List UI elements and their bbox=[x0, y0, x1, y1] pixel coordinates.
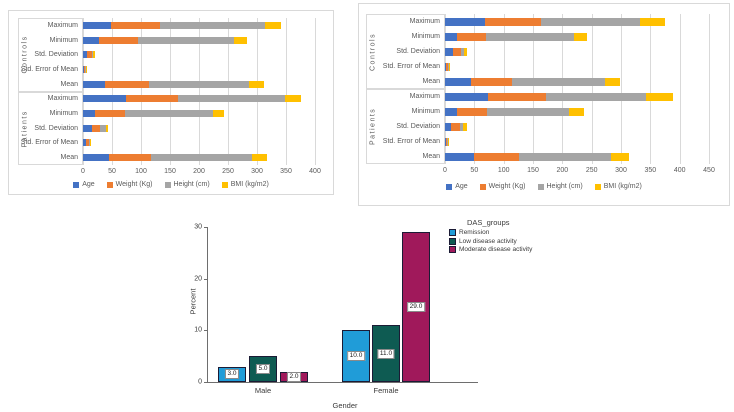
x-category-label-female: Female bbox=[373, 386, 399, 395]
descriptives-chart-left bbox=[8, 10, 334, 195]
bar-segment-height-cm bbox=[512, 78, 604, 86]
bar-segment-weight-kg bbox=[99, 37, 137, 44]
stacked-bar bbox=[445, 153, 629, 161]
category-label: Minimum bbox=[411, 108, 440, 115]
bar-segment-age bbox=[83, 95, 126, 102]
bar-segment-weight-kg bbox=[451, 123, 459, 131]
bar-segment-bmi-kg-m2 bbox=[611, 153, 629, 161]
bar-segment-bmi-kg-m2 bbox=[463, 123, 467, 131]
x-axis-line bbox=[207, 382, 478, 383]
legend-label: Height (cm) bbox=[173, 181, 210, 188]
bar-segment-height-cm bbox=[178, 95, 285, 102]
stacked-bar bbox=[83, 125, 108, 132]
stacked-bar bbox=[445, 108, 584, 116]
bar-segment-bmi-kg-m2 bbox=[252, 154, 267, 161]
legend-item-remission bbox=[449, 229, 489, 236]
stacked-bar bbox=[445, 123, 467, 131]
bar-segment-bmi-kg-m2 bbox=[605, 78, 621, 86]
legend-swatch-moderate-disease-activity bbox=[449, 246, 456, 253]
stacked-bar bbox=[83, 95, 301, 102]
stacked-bar bbox=[83, 51, 95, 58]
bar-segment-weight-kg bbox=[457, 33, 486, 41]
y-tick-label: 20 bbox=[194, 275, 202, 283]
y-tick-mark bbox=[204, 330, 207, 331]
bar-value-label: 5.0 bbox=[256, 364, 270, 374]
category-label: Std. Deviation bbox=[34, 51, 78, 59]
stacked-bar bbox=[83, 66, 86, 73]
x-tick-label: 250 bbox=[585, 167, 598, 174]
bar-segment-age bbox=[445, 78, 471, 86]
legend-item-height-cm bbox=[165, 181, 210, 188]
bar-segment-height-cm bbox=[546, 93, 646, 101]
legend-label: Height (cm) bbox=[546, 183, 583, 190]
descriptives-chart-right bbox=[358, 3, 730, 206]
bar-segment-bmi-kg-m2 bbox=[265, 22, 281, 29]
bar-value-label: 29.0 bbox=[407, 302, 425, 312]
x-tick-label: 200 bbox=[556, 167, 569, 174]
bar-segment-age bbox=[445, 33, 457, 41]
gridline bbox=[650, 14, 651, 164]
bar-segment-height-cm bbox=[541, 18, 641, 26]
legend-swatch-bmi-kg-m2 bbox=[222, 182, 228, 188]
bar-segment-height-cm bbox=[138, 37, 235, 44]
bar-segment-bmi-kg-m2 bbox=[234, 37, 247, 44]
legend-label: Moderate disease activity bbox=[459, 246, 533, 253]
bar-segment-bmi-kg-m2 bbox=[449, 63, 450, 71]
bar-segment-weight-kg bbox=[109, 154, 151, 161]
stacked-bar bbox=[83, 81, 264, 88]
bar-segment-bmi-kg-m2 bbox=[93, 51, 94, 58]
bar-segment-age bbox=[83, 125, 92, 132]
bar-value-label: 10.0 bbox=[347, 351, 365, 361]
category-label: Mean bbox=[60, 154, 78, 162]
x-tick-label: 50 bbox=[108, 168, 116, 175]
bar-segment-height-cm bbox=[151, 154, 252, 161]
group-label-patients: Patients bbox=[369, 107, 377, 146]
y-tick-label: 0 bbox=[198, 378, 202, 386]
category-label: Minimum bbox=[411, 33, 440, 40]
bar-segment-bmi-kg-m2 bbox=[285, 95, 301, 102]
bar-segment-age bbox=[445, 18, 485, 26]
category-label: Std. Error of Mean bbox=[20, 139, 78, 147]
x-tick-label: 100 bbox=[135, 168, 147, 175]
group-label-controls: Controls bbox=[21, 35, 29, 74]
bar-segment-weight-kg bbox=[453, 48, 461, 56]
gridline bbox=[315, 18, 316, 165]
stacked-bar bbox=[445, 93, 673, 101]
bar-segment-bmi-kg-m2 bbox=[90, 139, 91, 146]
bar-segment-age bbox=[445, 93, 488, 101]
category-label: Minimum bbox=[49, 36, 78, 44]
das-groups-chart bbox=[185, 212, 560, 412]
stacked-bar bbox=[445, 138, 448, 146]
legend-item-weight-kg bbox=[107, 181, 153, 188]
legend-title: DAS_groups bbox=[467, 218, 510, 227]
legend-swatch-age bbox=[446, 184, 452, 190]
legend-label: Weight (Kg) bbox=[115, 181, 153, 188]
legend-swatch-weight-kg bbox=[480, 184, 486, 190]
legend-swatch-low-disease-activity bbox=[449, 238, 456, 245]
x-tick-label: 400 bbox=[309, 168, 321, 175]
stacked-bar bbox=[445, 18, 665, 26]
category-label: Mean bbox=[60, 80, 78, 88]
bar-segment-bmi-kg-m2 bbox=[646, 93, 673, 101]
bar-segment-bmi-kg-m2 bbox=[106, 125, 108, 132]
category-label: Std. Deviation bbox=[396, 48, 440, 55]
stacked-bar bbox=[445, 78, 620, 86]
legend-label: Age bbox=[82, 181, 95, 188]
group-label-patients: Patients bbox=[21, 109, 29, 147]
legend-swatch-age bbox=[73, 182, 79, 188]
category-label: Maximum bbox=[47, 95, 78, 103]
legend-swatch-weight-kg bbox=[107, 182, 113, 188]
x-tick-label: 250 bbox=[222, 168, 234, 175]
legend-item-low-disease-activity bbox=[449, 238, 517, 245]
gridline bbox=[592, 14, 593, 164]
x-category-label-male: Male bbox=[254, 386, 272, 395]
legend-label: BMI (kg/m2) bbox=[230, 181, 269, 188]
legend-swatch-height-cm bbox=[165, 182, 171, 188]
bar-segment-age bbox=[445, 48, 453, 56]
bar-segment-age bbox=[83, 81, 105, 88]
stacked-bar bbox=[445, 63, 449, 71]
bar-segment-weight-kg bbox=[92, 125, 101, 132]
x-tick-label: 200 bbox=[193, 168, 205, 175]
bar-segment-age bbox=[83, 110, 95, 117]
bar-segment-weight-kg bbox=[105, 81, 149, 88]
gridline bbox=[257, 18, 258, 165]
category-label: Std. Error of Mean bbox=[20, 65, 78, 73]
bar-segment-age bbox=[445, 108, 457, 116]
x-tick-label: 100 bbox=[497, 167, 510, 174]
stacked-bar bbox=[83, 110, 224, 117]
bar-segment-age bbox=[83, 22, 111, 29]
legend bbox=[359, 183, 729, 190]
bar-segment-weight-kg bbox=[126, 95, 178, 102]
bar-segment-age bbox=[445, 153, 474, 161]
legend-item-height-cm bbox=[538, 183, 583, 190]
stacked-bar bbox=[83, 154, 267, 161]
bar-segment-height-cm bbox=[487, 108, 570, 116]
bar-value-label: 3.0 bbox=[225, 369, 239, 379]
legend-label: BMI (kg/m2) bbox=[603, 183, 642, 190]
legend-label: Age bbox=[455, 183, 468, 190]
category-label: Std. Error of Mean bbox=[382, 138, 440, 145]
bar-segment-weight-kg bbox=[111, 22, 160, 29]
bar-segment-bmi-kg-m2 bbox=[640, 18, 665, 26]
category-label: Mean bbox=[422, 153, 440, 160]
bar-segment-weight-kg bbox=[485, 18, 540, 26]
stacked-bar bbox=[83, 37, 247, 44]
bar-segment-age bbox=[83, 37, 99, 44]
category-label: Maximum bbox=[47, 21, 78, 29]
legend-item-weight-kg bbox=[480, 183, 526, 190]
x-tick-label: 0 bbox=[81, 168, 85, 175]
bar-segment-bmi-kg-m2 bbox=[464, 48, 467, 56]
category-label: Minimum bbox=[49, 110, 78, 118]
stacked-bar bbox=[83, 139, 91, 146]
stacked-bar bbox=[445, 48, 467, 56]
y-tick-mark bbox=[204, 382, 207, 383]
legend-item-age bbox=[446, 183, 467, 190]
group-label-controls: Controls bbox=[369, 32, 377, 71]
x-tick-label: 150 bbox=[527, 167, 539, 174]
x-tick-label: 300 bbox=[251, 168, 263, 175]
bar-segment-height-cm bbox=[519, 153, 611, 161]
legend-item-moderate-disease-activity bbox=[449, 246, 532, 253]
bar-segment-height-cm bbox=[486, 33, 574, 41]
bar-segment-bmi-kg-m2 bbox=[213, 110, 223, 117]
y-axis-line bbox=[207, 227, 208, 382]
y-tick-label: 30 bbox=[194, 223, 202, 231]
x-tick-label: 300 bbox=[615, 167, 627, 174]
gridline bbox=[680, 14, 681, 164]
category-label: Std. Deviation bbox=[396, 123, 440, 130]
category-label: Maximum bbox=[409, 93, 440, 100]
x-tick-label: 350 bbox=[644, 167, 657, 174]
gridline bbox=[621, 14, 622, 164]
bar-value-label: 2.0 bbox=[287, 372, 301, 382]
legend bbox=[9, 181, 333, 188]
y-tick-mark bbox=[204, 227, 207, 228]
x-axis-title: Gender bbox=[332, 401, 358, 410]
legend-swatch-bmi-kg-m2 bbox=[595, 184, 601, 190]
x-tick-label: 400 bbox=[673, 167, 686, 174]
bar-segment-weight-kg bbox=[457, 108, 487, 116]
bar-segment-bmi-kg-m2 bbox=[569, 108, 584, 116]
bar-segment-weight-kg bbox=[474, 153, 519, 161]
gridline bbox=[286, 18, 287, 165]
bar-segment-age bbox=[83, 154, 109, 161]
bar-segment-height-cm bbox=[125, 110, 213, 117]
bar-segment-weight-kg bbox=[488, 93, 545, 101]
bar-segment-bmi-kg-m2 bbox=[249, 81, 264, 88]
legend-label: Low disease activity bbox=[459, 237, 517, 245]
y-tick-mark bbox=[204, 279, 207, 280]
bar-segment-height-cm bbox=[160, 22, 265, 29]
x-tick-label: 0 bbox=[443, 167, 447, 174]
category-label: Mean bbox=[422, 78, 440, 85]
gridline bbox=[709, 14, 710, 164]
legend-swatch-remission bbox=[449, 229, 456, 236]
x-tick-label: 450 bbox=[703, 167, 715, 174]
legend-swatch-height-cm bbox=[538, 184, 544, 190]
bar-value-label: 11.0 bbox=[377, 349, 394, 359]
legend-label: Remission bbox=[459, 229, 490, 236]
category-label: Std. Deviation bbox=[34, 124, 78, 132]
bar-segment-weight-kg bbox=[471, 78, 513, 86]
bar-segment-bmi-kg-m2 bbox=[574, 33, 587, 41]
legend-item-bmi-kg-m2 bbox=[222, 181, 269, 188]
legend-item-age bbox=[73, 181, 94, 188]
bar-segment-weight-kg bbox=[95, 110, 125, 117]
category-label: Maximum bbox=[409, 18, 440, 25]
stacked-bar bbox=[83, 22, 281, 29]
category-label: Std. Error of Mean bbox=[382, 63, 440, 70]
y-tick-label: 10 bbox=[194, 326, 202, 334]
legend-label: Weight (Kg) bbox=[488, 183, 526, 190]
stacked-bar bbox=[445, 33, 587, 41]
legend-item-bmi-kg-m2 bbox=[595, 183, 642, 190]
x-tick-label: 50 bbox=[470, 167, 479, 174]
x-tick-label: 350 bbox=[280, 168, 292, 175]
bar-segment-height-cm bbox=[149, 81, 250, 88]
x-tick-label: 150 bbox=[164, 168, 176, 175]
y-axis-title: Percent bbox=[188, 288, 198, 315]
